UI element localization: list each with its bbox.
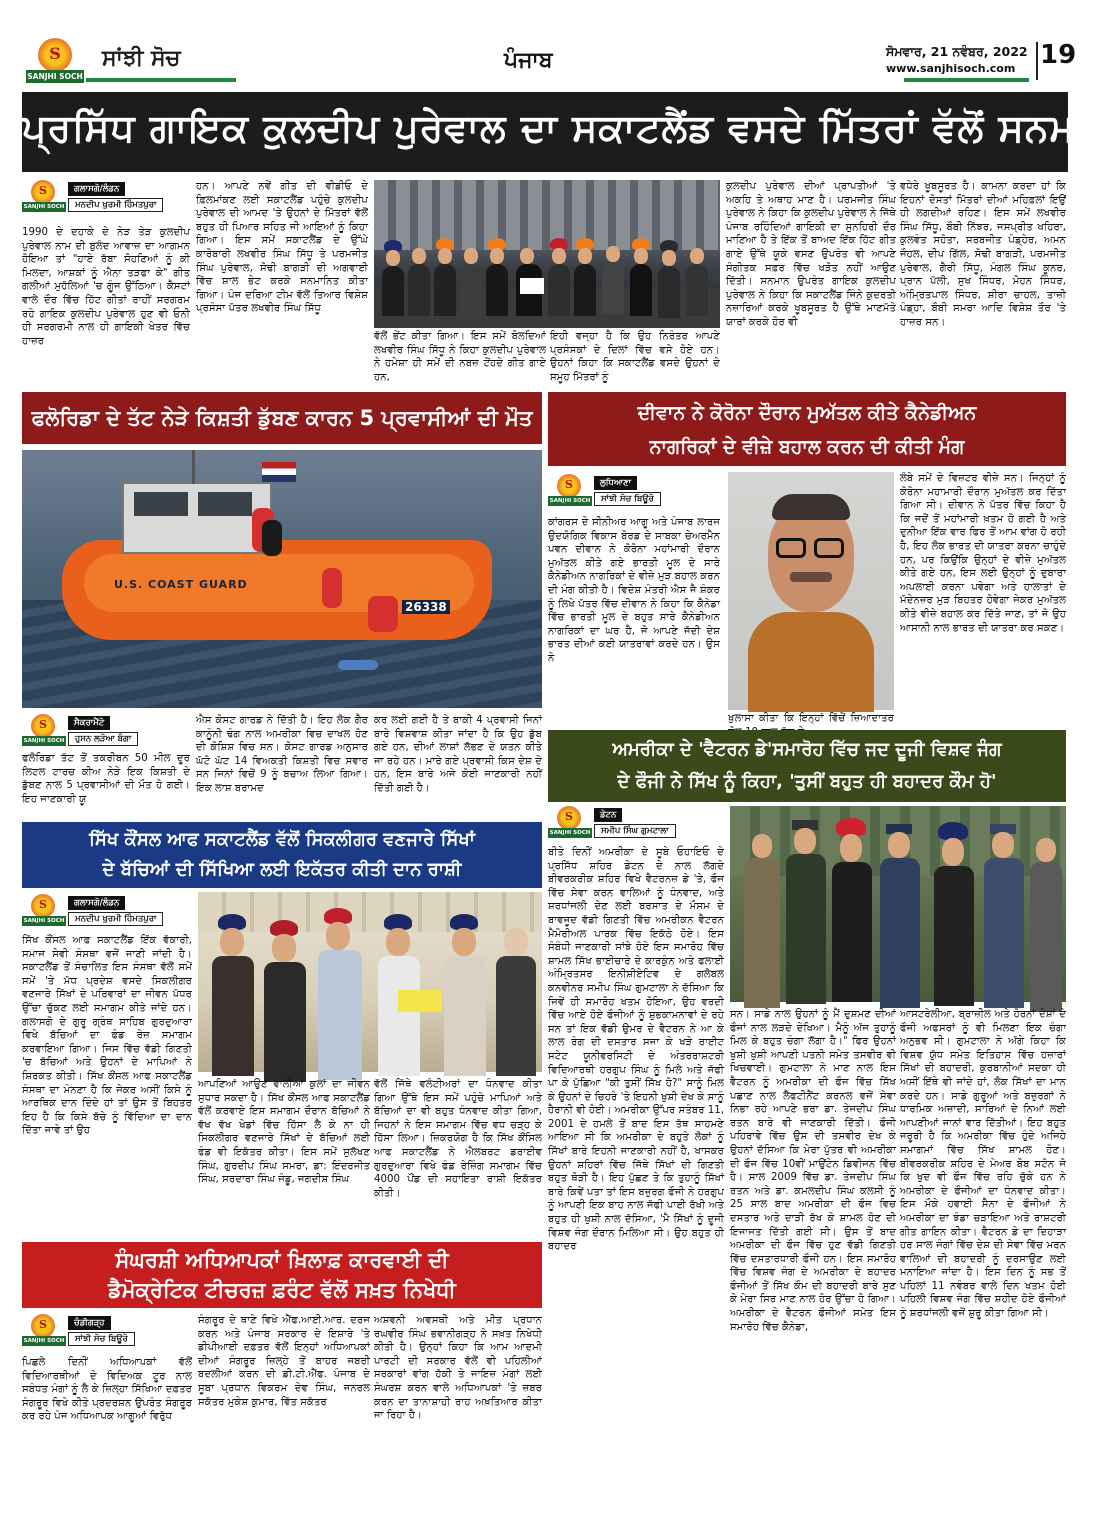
sun-logo-icon [31, 714, 55, 738]
logo-text: SANJHI SOCH [23, 738, 65, 744]
byline-place: ਲੁਧਿਆਣਾ [594, 476, 637, 490]
article-column: ਖੁਲਾਸਾ ਕੀਤਾ ਕਿ ਇਨ੍ਹਾਂ ਵਿੱਚੋਂ ਜ਼ਿਆਦਾਤਰ [728, 713, 894, 724]
byline-name: ਮਨਦੀਪ ਖੁਰਮੀ ਹਿੰਮਤਪੁਰਾ [68, 912, 163, 926]
byline-logo [22, 894, 66, 928]
sun-logo-icon [31, 180, 55, 204]
logo-text: SANJHI SOCH [23, 204, 65, 210]
article-column: ਪਿਛਲੇ ਦਿਨੀਂ ਅਧਿਆਪਕਾਂ ਵੱਲੋਂ ਵਿਦਿਆਰਥੀਆਂ ਦੇ ਵਿਦਿਅਕ ਟੂਰ ਨਾਲ ਸਬੰਧਤ ਮੰਗਾਂ ਨੂੰ ਲੈ ਕੇ ਜ਼ਿਲ੍ਹਾ ਸਿੱਖਿਆ ਦਫ਼ਤਰ ਸੰਗਰੂਰ ਵਿਖੇ ਕੀਤੇ ਪ੍ਰਦਰਸ਼ਨ ਉਪਰੰਤ ਸੰਗਰੂਰ ਕਰ ਰਹੇ ਪੰਜ ਅਧਿਆਪਕ ਆਗੂਆਂ ਵਿਰੁੱਧ [22, 1357, 192, 1423]
byline-place: ਗਲਾਸਗੋ/ਲੰਡਨ [68, 182, 125, 196]
sun-logo-icon [38, 38, 72, 72]
article-column: ਸਿੱਖ ਕੌਂਸਲ ਆਫ ਸਕਾਟਲੈਂਡ ਇੱਕ ਵੱਕਾਰੀ, ਸਮਾਜ ਸੇਵੀ ਸੰਸਥਾ ਵਜੋਂ ਜਾਣੀ ਜਾਂਦੀ ਹੈ। ਸਕਾਟਲੈਂਡ ਤੋਂ ਸੰਚਾਲਿਤ ਇਸ ਸੰਸਥਾ ਵੱਲੋਂ ਸਮੇਂ ਸਮੇਂ 'ਤੇ ਮੱਧ ਪ੍ਰਦੇਸ਼ ਵਸਦੇ ਸਿਕਲੀਗਰ ਵਣਜਾਰੇ ਸਿੱਖਾਂ ਦੇ ਪਰਿਵਾਰਾਂ ਦਾ ਜੀਵਨ ਪੱਧਰ ਉੱਚਾ ਚੁੱਕਣ ਲਈ ਸਮਾਗਮ ਕੀਤੇ ਜਾਂਦੇ ਹਨ। ਗਲਾਸਗੋ ਦੇ ਗੁਰੂ ਗ੍ਰੰਥ ਸਾਹਿਬ ਗੁਰਦੁਆਰਾ ਵਿਖੇ ਬੱਚਿਆਂ ਦਾ ਫੰਡ ਰੇਜ਼ ਸਮਾਗਮ ਕਰਵਾਇਆ ਗਿਆ। ਜਿਸ ਵਿੱਚ ਵੱਡੀ ਗਿਣਤੀ 'ਚ ਬੱਚਿਆਂ ਅਤੇ ਉਹਨਾਂ ਦੇ ਮਾਪਿਆਂ ਨੇ ਸ਼ਿਰਕਤ ਕੀਤੀ। ਸਿੱਖ ਕੌਂਸਲ ਆਫ ਸਕਾਟਲੈਂਡ ਸੰਸਥਾ ਦਾ ਮੰਨਣਾ ਹੈ ਕਿ ਜੇਕਰ ਅਸੀਂ ਕਿਸੇ ਨੂੰ ਆਰਥਿਕ ਦਾਨ ਦਿੰਦੇ ਹਾਂ ਤਾਂ ਉਸ ਤੋਂ ਬਿਹਤਰ ਇਹ ਹੈ ਕਿ ਕਿਸੇ ਬੱਚੇ ਨੂੰ ਵਿੱਦਿਆ ਦਾ ਦਾਨ ਦਿੱਤਾ ਜਾਵੇ ਤਾਂ ਉਹ [22, 935, 192, 1137]
byline-name: ਹੁਸਨ ਲੜੋਆ ਬੰਗਾ [68, 732, 138, 746]
diwan-headline-band [548, 392, 1066, 466]
byline-name: ਸਾਂਝੀ ਸੋਚ ਬਿਊਰੋ [594, 492, 661, 506]
us-flag-icon [262, 462, 296, 482]
divider [1036, 42, 1038, 80]
floating-debris [338, 660, 378, 670]
article-column: ਅਸ਼ਵਨੀ ਅਵਸਥੀ ਅਤੇ ਮੀਤ ਪ੍ਰਧਾਨ ਰਘਵੀਰ ਸਿੰਘ ਭਵਾਨੀਗੜ੍ਹ ਨੇ ਸਖ਼ਤ ਨਿਖੇਧੀ ਕੀਤੀ ਹੈ। ਉਨ੍ਹਾਂ ਕਿਹਾ ਕਿ ਆਮ ਆਦਮੀ ਪਾਰਟੀ ਦੀ ਸਰਕਾਰ ਵੱਲੋਂ ਵੀ ਪਹਿਲੀਆਂ ਸਰਕਾਰਾਂ ਵਾਂਗ ਹੱਕੀ ਤੇ ਜਾਇਜ਼ ਮੰਗਾਂ ਲਈ ਸੰਘਰਸ਼ ਕਰਨ ਵਾਲੇ ਅਧਿਆਪਕਾਂ 'ਤੇ ਜ਼ਬਰ ਕਰਨ ਦਾ ਤਾਨਾਸ਼ਾਹੀ ਰਾਹ ਅਖ਼ਤਿਆਰ ਕੀਤਾ ਜਾ ਰਿਹਾ ਹੈ। [374, 1315, 542, 1422]
article-column: ਵਧੇਰੇ ਖੂਬਸੂਰਤ ਹੈ। ਕਾਮਨਾ ਕਰਦਾ ਹਾਂ ਕਿ ਇਹਨਾਂ ਦੋਸਤਾਂ ਮਿੱਤਰਾਂ ਦੀਆਂ ਮਹਿਫ਼ਲਾਂ ਇਉਂ ਹੀ ਲਗਦੀਆਂ ਰਹਿਣ। ਇਸ ਸਮੇਂ ਲਖਵੀਰ ਸਿੰਘ ਸਿੱਧੂ, ਬੌਬੀ ਨਿੱਝਰ, ਜਸਪ੍ਰੀਤ ਖਹਿਰਾ, ਕੁਲਵੰਤ ਸਹੋਤਾ, ਸਰਬਜੀਤ ਪੰਡ੍ਹੇਰ, ਅਮਨ ਜੌਹਲ, ਦੀਪ ਗਿੱਲ, ਸੋਢੀ ਬਾਗੜੀ, ਪਰਮਜੀਤ ਪੁਰੇਵਾਲ, ਗੈਰੀ ਸਿੱਧੂ, ਮੰਗਲ ਸਿੰਘ ਕੂਨਰ, ਪ੍ਰਾਨ ਪੱਲੀ, ਸੁਖ ਸਿੰਧਰ, ਮੋਹਨ ਸਿੰਧਰ, ਅੰਮ੍ਰਿਤਪਾਲ ਸਿੰਧਰ, ਸ਼ੀਰਾ ਚਾਹਲ, ਤਾਜ਼ੀ ਪੰਡ੍ਹਾ, ਬੌਬੀ ਸਮਰਾ ਆਦਿ ਵਿਸ਼ੇਸ਼ ਤੌਰ 'ਤੇ ਹਾਜ਼ਰ ਸਨ। [900, 181, 1066, 328]
sun-logo-icon [31, 1314, 55, 1338]
byline-logo [22, 180, 66, 214]
hair [772, 494, 850, 520]
group-photo [374, 180, 720, 328]
article-column: ਸੰਗਰੂਰ ਦੇ ਥਾਣੇ ਵਿਖੇ ਐੱਫ.ਆਈ.ਆਰ. ਦਰਜ ਕਰਨ ਅਤੇ ਪੰਜਾਬ ਸਰਕਾਰ ਦੇ ਇਸ਼ਾਰੇ 'ਤੇ ਡੀਪੀਆਈ ਦਫ਼ਤਰ ਵੱਲੋਂ ਇਨ੍ਹਾਂ ਅਧਿਆਪਕਾਂ ਦੀਆਂ ਸੰਗਰੂਰ ਜ਼ਿਲ੍ਹੇ ਤੋਂ ਬਾਹਰ ਜਬਰੀ ਬਦਲੀਆਂ ਕਰਨ ਦੀ ਡੀ.ਟੀ.ਐੱਫ. ਪੰਜਾਬ ਦੇ ਸੂਬਾ ਪ੍ਰਧਾਨ ਵਿਕਰਮ ਦੇਵ ਸਿੰਘ, ਜਨਰਲ ਸਕੱਤਰ ਮੁਕੇਸ਼ ਕੁਮਾਰ, ਵਿੱਤ ਸਕੱਤਰ [198, 1315, 370, 1408]
page-number: 19 [1040, 40, 1077, 70]
logo-text: SANJHI SOCH [27, 72, 83, 81]
article-column: ਵੱਲੋਂ ਜਿੱਥੇ ਵਲੰਟੀਅਰਾਂ ਦਾ ਧੰਨਵਾਦ ਕੀਤਾ ਗਿਆ ਉੱਥੇ ਇਸ ਸਮੇਂ ਪਹੁੰਚੇ ਮਾਪਿਆਂ ਅਤੇ ਬੱਚਿਆਂ ਦਾ ਵੀ ਬਹੁਤ ਧੰਨਵਾਦ ਕੀਤਾ ਗਿਆ, ਜਿਹਨਾਂ ਨੇ ਇਸ ਸਮਾਗਮ ਵਿੱਚ ਵਧ ਚੜ੍ਹ ਕੇ ਹਿੱਸਾ ਲਿਆ। ਜ਼ਿਕਰਯੋਗ ਹੈ ਕਿ ਸਿੱਖ ਕੌਂਸਿਲ ਆਫ ਸਕਾਟਲੈਂਡ ਨੇ ਐਲਬਰਟ ਡਰਾਈਵ ਗੁਰਦੁਆਰਾ ਵਿਖੇ ਫੰਡ ਰੇਜ਼ਿੰਗ ਸਮਾਗਮ ਵਿੱਚ 4000 ਪੌਂਡ ਦੀ ਸਹਾਇਤਾ ਰਾਸ਼ੀ ਇਕੱਤਰ ਕੀਤੀ। [374, 1079, 542, 1199]
byline [548, 806, 718, 840]
byline-place: ਡੇਟਨ [594, 808, 622, 822]
glasses-icon [776, 538, 806, 558]
mustache [790, 572, 832, 582]
article-column: ਵੱਲੋਂ ਭੇਂਟ ਕੀਤਾ ਗਿਆ। ਇਸ ਸਮੇਂ ਬੋਲਦਿਆਂ ਲਖਵੀਰ ਸਿੰਘ ਸਿੱਧੂ ਨੇ ਕਿਹਾ ਕੁਲਦੀਪ ਪੁਰੇਵਾਲ ਨੇ ਹਮੇਸ਼ਾ ਹੀ ਸਮੇਂ ਦੀ ਨਬਜ਼ ਟੋਂਹਦੇ ਗੀਤ ਗਾਏ ਹਨ, [374, 331, 546, 383]
boat-number: 26338 [402, 600, 450, 614]
article-column: ਕੁਲਦੀਪ ਪੁਰੇਵਾਲ ਦੀਆਂ ਪ੍ਰਾਪਤੀਆਂ 'ਤੇ ਅਕਹਿ ਤੇ ਅਥਾਹ ਮਾਣ ਹੈ। ਪਰਮਜੀਤ ਸਿੰਘ ਪੁਰੇਵਾਲ ਨੇ ਕਿਹਾ ਕਿ ਕੁਲਦੀਪ ਪੁਰੇਵਾਲ ਨੇ ਜਿੱਥੇ ਪੰਜਾਬ ਰਹਿੰਦਿਆਂ ਗਾਇਕੀ ਦਾ ਸੁਨਹਿਰੀ ਦੌਰ ਮਾਣਿਆ ਹੈ ਤੇ ਇੱਕ ਤੋਂ ਬਾਅਦ ਇੱਕ ਹਿੱਟ ਗੀਤ ਗਾਏ ਉੱਥੇ ਯੂਕੇ ਵਸਣ ਉਪਰੰਤ ਵੀ ਆਪਣੇ ਸੰਗੀਤਕ ਸਫ਼ਰ ਵਿੱਚ ਖੜੋਤ ਨਹੀਂ ਆਉਣ ਦਿੱਤੀ। ਸਨਮਾਨ ਉਪਰੰਤ ਗਾਇਕ ਕੁਲਦੀਪ ਪੁਰੇਵਾਲ ਨੇ ਕਿਹਾ ਕਿ ਸਕਾਟਲੈਂਡ ਜਿੰਨੇ ਕੁਦਰਤੀ ਨਜ਼ਾਰਿਆਂ ਕਰਕੇ ਖੂਬਸੂਰਤ ਹੈ ਉੱਥੇ ਮਾਣਮੱਤੇ ਯਾਰਾਂ ਕਰਕੇ ਹੋਰ ਵੀ [726, 181, 896, 328]
article-column: ਸਨ। ਸਾਡੇ ਨਾਲ ਉਹਨਾਂ ਨੂੰ ਮੈਂ ਦੁਸ਼ਮਣ ਦੀਆਂ ਫੌਜਾਂ ਨਾਲ ਲੜਦੇ ਦੇਖਿਆ। ਮੈਨੂੰ ਅੱਜ ਤੁਹਾਨੂੰ ਮਿਲ ਕੇ ਬਹੁਤ ਚੰਗਾ ਲੱਗਾ ਹੈ।" ਫਿਰ ਉਹਨਾਂ ਖੁਸ਼ੀ ਖੁਸ਼ੀ ਆਪਣੀ ਪਤਨੀ ਸਮੇਤ ਤਸਵੀਰ ਵੀ ਖਿਚਵਾਈ। ਗੁਮਟਾਲਾ ਨੇ ਮਾਣ ਨਾਲ ਇਸ ਵੈਟਰਨ ਨੂੰ ਅਮਰੀਕਾ ਦੀ ਫੌਜ ਵਿੱਚ ਸਿੱਖ ਪਛਾਣ ਨਾਲ ਲੈਫਟੀਨੈਂਟ ਕਰਨਲ ਵਜੋਂ ਸੇਵਾ ਨਿਭਾ ਰਹੇ ਆਪਣੇ ਭਰਾ ਡਾ. ਤੇਜਦੀਪ ਸਿੰਘ ਰਤਨ ਬਾਰੇ ਵੀ ਜਾਣਕਾਰੀ ਦਿੱਤੀ। ਫੌਜੀ ਪਹਿਰਾਵੇ ਵਿੱਚ ਉਸ ਦੀ ਤਸਵੀਰ ਦੇਖ ਕੇ ਉਹਨਾਂ ਦੱਸਿਆ ਕਿ ਮੇਰਾ ਪੁੱਤਰ ਵੀ ਅਮਰੀਕਾ ਦੀ ਫੌਜ ਵਿੱਚ 10ਵੀਂ ਮਾਉਂਟੇਨ ਡਿਵੀਜਨ ਵਿੱਚ ਹੈ। ਸਾਲ 2009 ਵਿੱਚ ਡਾ. ਤੇਜਦੀਪ ਸਿੰਘ ਰਤਨ ਅਤੇ ਡਾ. ਕਮਲਦੀਪ ਸਿੰਘ ਕਲਸੀ ਨੂੰ 25 ਸਾਲ ਬਾਦ ਅਮਰੀਕਾ ਦੀ ਫੌਜ ਵਿਚ ਦਸਤਾਰ ਅਤੇ ਦਾੜੀ ਰੱਖ ਕੇ ਸ਼ਾਮਲ ਹੋਣ ਦੀ ਇਜਾਜਤ ਦਿੱਤੀ ਗਈ ਸੀ। ਉਸ ਤੋਂ ਬਾਦ ਅਮਰੀਕਾ ਦੀ ਫੌਜ ਵਿੱਚ ਹੁਣ ਵੱਡੀ ਗਿਣਤੀ ਵਿੱਚ ਦਸਤਾਰਧਾਰੀ ਫੌਜੀ ਹਨ। ਇਸ ਸਮਾਰੋਹ ਵਿੱਚ ਵਿਸ਼ਵ ਜੰਗ ਦੇ ਅਮਰੀਕਾ ਦੇ ਬਹਾਦਰ ਫੌਜੀਆਂ ਤੋਂ ਸਿੱਖ ਕੌਮ ਦੀ ਬਹਾਦਰੀ ਬਾਰੇ ਸੁਣ ਕੇ ਮੇਰਾ ਸਿਰ ਮਾਣ ਨਾਲ ਹੋਰ ਉੱਚਾ ਹੋ ਗਿਆ। ਅਮਰੀਕਾ ਦੇ ਵੈਟਰਨ ਫੌਜੀਆਂ ਸਮੇਤ ਇਸ ਸਮਾਰੋਹ ਵਿੱਚ ਕੈਨੇਡਾ, [730, 1009, 896, 1333]
florida-headline-band [22, 392, 542, 444]
crew-member [322, 568, 342, 608]
paper-name: ਸਾਂਝੀ ਸੋਚ [102, 46, 181, 71]
diwan-headline-line1: ਦੀਵਾਨ ਨੇ ਕੋਰੋਨਾ ਦੌਰਾਨ ਮੁਅੱਤਲ ਕੀਤੇ ਕੈਨੇਡੀਅਨ [637, 402, 977, 424]
boat-label: U.S. COAST GUARD [114, 578, 248, 591]
teachers-headline-line1: ਸੰਘਰਸ਼ੀ ਅਧਿਆਪਕਾਂ ਖ਼ਿਲਾਫ਼ ਕਾਰਵਾਈ ਦੀ [115, 1248, 449, 1272]
byline-place: ਚੰਡੀਗੜ੍ਹ [68, 1316, 111, 1330]
donation-photo [198, 892, 542, 1072]
sikh-council-headline-band [22, 822, 542, 888]
byline [22, 180, 192, 214]
byline-logo [22, 714, 66, 748]
sikh-council-headline-line2: ਦੇ ਬੱਚਿਆਂ ਦੀ ਸਿੱਖਿਆ ਲਈ ਇਕੱਤਰ ਕੀਤੀ ਦਾਨ ਰਾਸ਼ੀ [102, 859, 462, 880]
teachers-headline-line2: ਡੈਮੋਕ੍ਰੇਟਿਕ ਟੀਚਰਜ਼ ਫ਼ਰੰਟ ਵੱਲੋਂ ਸਖ਼ਤ ਨਿਖੇਧੀ [108, 1278, 456, 1302]
boat-mast [192, 450, 195, 484]
glasses-icon [814, 538, 844, 558]
coast-guard-photo [22, 450, 542, 708]
veterans-photo [730, 806, 1066, 1002]
main-headline-band [22, 92, 1111, 172]
byline-name: ਸਮੀਪ ਸਿੰਘ ਗੁਮਟਾਲਾ [594, 824, 676, 838]
byline-name: ਮਨਦੀਪ ਖੁਰਮੀ ਹਿੰਮਤਪੁਰਾ [68, 198, 163, 212]
cabin-window [198, 492, 252, 516]
byline-name: ਸਾਂਝੀ ਸੋਚ ਬਿਊਰੋ [68, 1332, 135, 1346]
sun-logo-icon [31, 894, 55, 918]
veterans-headline-line1: ਅਮਰੀਕਾ ਦੇ 'ਵੈਟਰਨ ਡੇ'ਸਮਾਰੋਹ ਵਿੱਚ ਜਦ ਦੂਜੀ ਵਿਸ਼ਵ ਜੰਗ [612, 739, 1002, 760]
byline-logo [548, 806, 592, 840]
article-column: ਹਨ। ਆਪਣੇ ਨਵੇਂ ਗੀਤ ਦੀ ਵੀਡੀਓ ਦੇ ਫ਼ਿਲਮਾਂਕਣ ਲਈ ਸਕਾਟਲੈਂਡ ਪਹੁੰਚੇ ਕੁਲਦੀਪ ਪੁਰੇਵਾਲ ਦੀ ਆਮਦ 'ਤੇ ਉਹਨਾਂ ਦੇ ਮਿੱਤਰਾਂ ਵੱਲੋਂ ਬਹੁਤ ਹੀ ਪਿਆਰ ਸਹਿਤ ਜੀ ਆਇਆਂ ਨੂੰ ਕਿਹਾ ਗਿਆ। ਇਸ ਸਮੇਂ ਸਕਾਟਲੈਂਡ ਦੇ ਉੱਘੇ ਕਾਰੋਬਾਰੀ ਲਖਵੀਰ ਸਿੰਘ ਸਿੱਧੂ ਤੇ ਪਰਮਜੀਤ ਸਿੰਘ ਪੁਰੇਵਾਲ, ਸੋਢੀ ਬਾਗੜੀ ਦੀ ਅਗਵਾਈ ਵਿੱਚ ਸ਼ਾਲ ਭੇਟ ਕਰਕੇ ਸਨਮਾਨਿਤ ਕੀਤਾ ਗਿਆ। ਪੰਜ ਦਰਿਆ ਟੀਮ ਵੱਲੋਂ ਤਿਆਰ ਵਿਸ਼ੇਸ਼ ਪ੍ਰਸੰਸਾ ਪੱਤਰ ਲਖਵੀਰ ਸਿੰਘ ਸਿੱਧੂ [196, 181, 368, 315]
donation-cheque [398, 990, 442, 1012]
article-column: ਇਹੀ ਵਜ੍ਹਾ ਹੈ ਕਿ ਉਹ ਨਿਰੰਤਰ ਆਪਣੇ ਪ੍ਰਸੰਸਕਾਂ ਦੇ ਦਿਲਾਂ ਵਿੱਚ ਵਸੇ ਹੋਏ ਹਨ। ਉਹਨਾਂ ਕਿਹਾ ਕਿ ਸਕਾਟਲੈਂਡ ਵਸਦੇ ਉਹਨਾਂ ਦੇ ਸਮੂਹ ਮਿੱਤਰਾਂ ਨੂੰ [550, 331, 720, 383]
logo-text: SANJHI SOCH [23, 1338, 65, 1344]
jacket [748, 612, 874, 712]
section-name: ਪੰਜਾਬ [504, 48, 553, 73]
byline-logo [22, 1314, 66, 1348]
article-column: ਲੰਬੇ ਸਮੇਂ ਦੇ ਵਿਜ਼ਟਰ ਵੀਜ਼ੇ ਸਨ। ਜਿਨ੍ਹਾਂ ਨੂੰ ਕੋਰੋਨਾ ਮਹਾਮਾਰੀ ਦੌਰਾਨ ਮੁਅੱਤਲ ਕਰ ਦਿੱਤਾ ਗਿਆ ਸੀ। ਦੀਵਾਨ ਨੇ ਪੱਤਰ ਵਿੱਚ ਕਿਹਾ ਹੈ ਕਿ ਜਦੋਂ ਤੋਂ ਮਹਾਂਮਾਰੀ ਖ਼ਤਮ ਹੋ ਗਈ ਹੈ ਅਤੇ ਦੁਨੀਆ ਇੱਕ ਵਾਰ ਫਿਰ ਤੋਂ ਆਮ ਵਾਂਗ ਹੋ ਰਹੀ ਹੈ, ਇਹ ਲੋਕ ਭਾਰਤ ਦੀ ਯਾਤਰਾ ਕਰਨਾ ਚਾਹੁੰਦੇ ਹਨ, ਪਰ ਕਿਉਂਕਿ ਉਨ੍ਹਾਂ ਦੇ ਵੀਜ਼ੇ ਮੁਅੱਤਲ ਕੀਤੇ ਗਏ ਹਨ, ਇਸ ਲਈ ਉਨ੍ਹਾਂ ਨੂੰ ਦੁਬਾਰਾ ਅਪਲਾਈ ਕਰਨਾ ਪਵੇਗਾ ਅਤੇ ਹਾਲਾਤਾਂ ਦੇ ਮੱਦੇਨਜ਼ਰ ਮੁੜ ਬਿਹਤਰ ਹੋਵੇਗਾ ਜੇਕਰ ਮੁਅੱਤਲ ਕੀਤੇ ਵੀਜ਼ੇ ਬਹਾਲ ਕਰ ਦਿੱਤੇ ਜਾਣ, ਤਾਂ ਜੋ ਉਹ ਆਸਾਨੀ ਨਾਲ ਭਾਰਤ ਦੀ ਯਾਤਰਾ ਕਰ ਸਕਣ। [900, 473, 1066, 634]
byline-logo [548, 474, 592, 508]
sun-logo-icon [557, 474, 581, 498]
byline [548, 474, 718, 508]
diwan-headline-line2: ਨਾਗਰਿਕਾਂ ਦੇ ਵੀਜ਼ੇ ਬਹਾਲ ਕਰਨ ਦੀ ਕੀਤੀ ਮੰਗ [649, 436, 965, 458]
byline-place: ਸੈਕਰਾਮੈਂਟੋ [68, 716, 110, 730]
veterans-headline-line2: ਦੇ ਫੌਜੀ ਨੇ ਸਿੱਖ ਨੂੰ ਕਿਹਾ, 'ਤੁਸੀਂ ਬਹੁਤ ਹੀ ਬਹਾਦਰ ਕੌਮ ਹੋ' [617, 771, 997, 792]
byline [22, 1314, 192, 1348]
article-column: ਕਰ ਲਈ ਗਈ ਹੈ ਤੇ ਬਾਕੀ 4 ਪ੍ਰਵਾਸੀ ਜਿਨਾਂ ਬਾਰੇ ਵਿਸ਼ਵਾਸ਼ ਕੀਤਾ ਜਾਂਦਾ ਹੈ ਕਿ ਉਹ ਡੁੱਬ ਗਏ ਹਨ, ਦੀਆਂ ਲਾਸ਼ਾਂ ਲੱਭਣ ਦੇ ਯਤਨ ਕੀਤੇ ਜਾ ਰਹੇ ਹਨ। ਮਾਰੇ ਗਏ ਪ੍ਰਵਾਸੀ ਕਿਸ ਦੇਸ਼ ਦੇ ਹਨ, ਇਸ ਬਾਰੇ ਅਜੇ ਕੋਈ ਜਾਣਕਾਰੀ ਨਹੀਂ ਦਿੱਤੀ ਗਈ ਹੈ। [374, 715, 542, 794]
byline [22, 714, 192, 748]
website-link[interactable]: www.sanjhisoch.com [886, 62, 1016, 75]
main-headline: ਪ੍ਰਸਿੱਧ ਗਾਇਕ ਕੁਲਦੀਪ ਪੁਰੇਵਾਲ ਦਾ ਸਕਾਟਲੈਂਡ ਵਸਦੇ ਮਿੱਤਰਾਂ ਵੱਲੋਂ ਸਨਮਾਨ [22, 106, 1111, 150]
crew-member [368, 596, 398, 632]
veterans-headline-band [548, 730, 1066, 802]
article-column: 1990 ਦੇ ਦਹਾਕੇ ਦੇ ਨੇੜ ਤੇੜ ਕੁਲਦੀਪ ਪੁਰੇਵਾਲ ਨਾਮ ਦੀ ਬੁਲੰਦ ਆਵਾਜ਼ ਦਾ ਆਗਮਨ ਹੋਇਆ ਤਾਂ "ਹਾਏ ਰੱਬਾ ਸੋਹਣਿਆਂ ਨੂੰ ਕੀ ਮਿਲਦਾ, ਆਸ਼ਕਾਂ ਨੂੰ ਐਨਾ ਤੜਫਾ ਕੇ" ਗੀਤ ਗਲੀਆਂ ਮੁਹੱਲਿਆਂ 'ਚ ਗੂੰਜ ਉੱਠਿਆ। ਕੈਸਟਾਂ ਵਾਲੇ ਦੌਰ ਵਿੱਚ ਹਿੱਟ ਗੀਤਾਂ ਰਾਹੀਂ ਸਰਗਰਮ ਰਹੇ ਗਾਇਕ ਕੁਲਦੀਪ ਪੁਰੇਵਾਲ ਹੁਣ ਵੀ ਓਨੀ ਹੀ ਸਰਗਰਮੀ ਨਾਲ ਹੀ ਗਾਇਕੀ ਖੇਤਰ ਵਿੱਚ ਹਾਜ਼ਰ [22, 227, 190, 347]
article-column: ਆਪਣਿਆਂ ਆਉਣ ਵਾਲੀਆਂ ਕੁਲਾਂ ਦਾ ਜੀਵਨ ਸੁਧਾਰ ਸਕਦਾ ਹੈ। ਸਿੱਖ ਕੌਂਸਲ ਆਫ ਸਕਾਟਲੈਂਡ ਵੱਲੋਂ ਕਰਵਾਏ ਇਸ ਸਮਾਗਮ ਦੌਰਾਨ ਬੱਚਿਆਂ ਨੇ ਵੱਖ ਵੱਖ ਖੇਡਾਂ ਵਿੱਚ ਹਿੱਸਾ ਲੈ ਕੇ ਨਾ ਹੀ ਸਿਕਲੀਗਰ ਵਣਜਾਰੇ ਸਿੱਖਾਂ ਦੇ ਬੱਚਿਆਂ ਲਈ ਫੰਡ ਵੀ ਇਕੱਤਰ ਕੀਤਾ। ਇਸ ਸਮੇਂ ਸੁਲੱਖਣ ਸਿੰਘ, ਗੁਰਦੀਪ ਸਿੰਘ ਸਮਰਾ, ਡਾ: ਇੰਦਰਜੀਤ ਸਿੰਘ, ਸਰਦਾਰਾ ਸਿੰਘ ਜੰਡੂ, ਜਗਦੀਸ਼ ਸਿੰਘ [198, 1079, 370, 1186]
green-rule [86, 78, 236, 82]
article-column: ਐਸ ਕੋਸਟ ਗਾਰਡ ਨੇ ਦਿੱਤੀ ਹੈ। ਇਹ ਲੋਕ ਗੈਰ ਕਾਨੂੰਨੀ ਢੰਗ ਨਾਲ ਅਮਰੀਕਾ ਵਿਚ ਦਾਖਲ ਹੋਣ ਦੀ ਕੋਸ਼ਿਸ਼ ਵਿਚ ਸਨ। ਕੋਸਟ ਗਾਰਡ ਅਨੁਸਾਰ ਘੱਟੋ ਘੱਟ 14 ਵਿਅਕਤੀ ਕਿਸ਼ਤੀ ਵਿਚ ਸਵਾਰ ਸਨ ਜਿਨਾਂ ਵਿਚੋਂ 9 ਨੂੰ ਬਚਾਅ ਲਿਆ ਗਿਆ। ਇਕ ਲਾਸ਼ ਬਰਾਮਦ [196, 715, 368, 794]
florida-headline: ਫਲੋਰਿਡਾ ਦੇ ਤੱਟ ਨੇੜੇ ਕਿਸ਼ਤੀ ਡੁੱਬਣ ਕਾਰਨ 5 ਪ੍ਰਵਾਸੀਆਂ ਦੀ ਮੌਤ [31, 406, 533, 430]
article-column: ਕਾਂਗਰਸ ਦੇ ਸੀਨੀਅਰ ਆਗੂ ਅਤੇ ਪੰਜਾਬ ਲਾਰਜ ਉਦਯੋਗਿਕ ਵਿਕਾਸ ਬੋਰਡ ਦੇ ਸਾਬਕਾ ਚੇਅਰਮੈਨ ਪਵਨ ਦੀਵਾਨ ਨੇ ਕੋਰੋਨਾ ਮਹਾਂਮਾਰੀ ਦੌਰਾਨ ਮੁਅੱਤਲ ਕੀਤੇ ਗਏ ਭਾਰਤੀ ਮੂਲ ਦੇ ਸਾਰੇ ਕੈਨੇਡੀਅਨ ਨਾਗਰਿਕਾਂ ਦੇ ਵੀਜ਼ੇ ਮੁੜ ਬਹਾਲ ਕਰਨ ਦੀ ਮੰਗ ਕੀਤੀ ਹੈ। ਵਿਦੇਸ਼ ਮੰਤਰੀ ਐਸ ਜੈ ਸ਼ੰਕਰ ਨੂੰ ਲਿਖੇ ਪੱਤਰ ਵਿੱਚ ਦੀਵਾਨ ਨੇ ਕਿਹਾ ਕਿ ਕੈਨੇਡਾ ਵਿੱਚ ਭਾਰਤੀ ਮੂਲ ਦੇ ਬਹੁਤ ਸਾਰੇ ਕੈਨੇਡੀਅਨ ਨਾਗਰਿਕਾਂ ਦਾ ਘਰ ਹੈ, ਜੋ ਆਪਣੇ ਜੱਦੀ ਦੇਸ਼ ਭਾਰਤ ਦੀਆਂ ਕਈ ਯਾਤਰਾਵਾਂ ਕਰਦੇ ਹਨ। ਉਸ ਨੇ [548, 517, 720, 664]
article-column: ਫਲੋਰਿਡਾ ਤੱਟ ਤੋਂ ਤਕਰੀਬਨ 50 ਮੀਲ ਦੂਰ ਲਿਟਲ ਟਾਰਚ ਕੀਅ ਨੇੜੇ ਇਕ ਕਿਸ਼ਤੀ ਦੇ ਡੁੱਬਣ ਨਾਲ 5 ਪ੍ਰਵਾਸੀਆਂ ਦੀ ਮੌਤ ਹੋ ਗਈ। ਇਹ ਜਾਣਕਾਰੀ ਯੂ [22, 753, 190, 805]
masthead [24, 38, 1077, 88]
room-wall [198, 892, 542, 932]
logo-text: SANJHI SOCH [549, 498, 591, 504]
green-rule [904, 78, 1029, 82]
article-column: ਬੀਤੇ ਦਿਨੀਂ ਅਮਰੀਕਾ ਦੇ ਸੂਬੇ ਓਹਾਇਓ ਦੇ ਪ੍ਰਸਿੱਧ ਸ਼ਹਿਰ ਡੇਟਨ ਦੇ ਨਾਲ ਲੱਗਦੇ ਬੀਵਰਕਰੀਕ ਸ਼ਹਿਰ ਵਿਖੇ ਵੈਟਰਨਜ਼ ਡੇ 'ਤੇ, ਫੌਜ ਵਿੱਚ ਸੇਵਾ ਕਰਨ ਵਾਲਿਆਂ ਨੂੰ ਧੰਨਵਾਦ, ਅਤੇ ਸ਼ਰਧਾਂਜਲੀ ਦੇਣ ਲਈ ਬਰਸਾਤ ਦੇ ਮੌਸਮ ਦੇ ਬਾਵਜੂਦ ਵੱਡੀ ਗਿਣਤੀ ਵਿੱਚ ਅਮਰੀਕਨ ਵੈਟਰਨ ਮੈਮੋਰੀਅਲ ਪਾਰਕ ਵਿੱਚ ਇਕੱਠੇ ਹੋਏ। ਇਸ ਸੰਬੰਧੀ ਜਾਣਕਾਰੀ ਸਾਂਝੇ ਹੋਏ ਇਸ ਸਮਾਰੋਹ ਵਿੱਚ ਸ਼ਾਮਲ ਸਿੱਖ ਭਾਈਚਾਰੇ ਦੇ ਕਾਰਕੁੰਨ ਅਤੇ ਫਲਾਈ ਅੰਮ੍ਰਿਤਸਰ ਇਨੀਸ਼ੀਏਟਿਵ ਦੇ ਗਲੋਬਲ ਕਨਵੀਨਰ ਸਮੀਪ ਸਿੰਘ ਗੁਮਟਾਲਾ ਨੇ ਦੱਸਿਆ ਕਿ ਜਿਵੇਂ ਹੀ ਸਮਾਰੋਹ ਖਤਮ ਹੋਇਆ, ਉਹ ਵਰਦੀ ਵਿੱਚ ਆਏ ਹੋਏ ਫੌਜੀਆਂ ਨੂੰ ਸ਼ੁਭਕਾਮਨਾਵਾਂ ਦੇ ਰਹੇ ਸਨ ਤਾਂ ਇਕ ਵੱਡੀ ਉਮਰ ਦੇ ਵੈਟਰਨ ਨੇ ਆ ਕੇ ਲਾਲ ਰੰਗ ਦੀ ਦਸਤਾਰ ਸਜਾ ਕੇ ਖੜੇ ਰਾਈਟ ਸਟੇਟ ਯੂਨੀਵਰਸਿਟੀ ਦੇ ਅੰਤਰਰਾਸ਼ਟਰੀ ਵਿਦਿਆਰਥੀ ਹਰਗੁਪ ਸਿੰਘ ਨੂੰ ਮਿਲੇ ਅਤੇ ਜੱਫੀ ਪਾ ਕੇ ਪੁੱਛਿਆ "ਕੀ ਤੁਸੀਂ ਸਿੱਖ ਹੋ?" ਸਾਨੂੰ ਮਿਲ ਕੇ ਉਹਨਾਂ ਦੇ ਚਿਹਰੇ 'ਤੇ ਇਹਨੀ ਖੁਸ਼ੀ ਦੇਖ ਕੇ ਸਾਨੂੰ ਹੈਰਾਨੀ ਵੀ ਹੋਈ। ਅਮਰੀਕਾ ਉੱਪਰ ਸਤੰਬਰ 11, 2001 ਦੇ ਹਮਲੇ ਤੋਂ ਬਾਦ ਇਸ ਤੱਥ ਸਾਹਮਣੇ ਆਇਆ ਸੀ ਕਿ ਅਮਰੀਕਾ ਦੇ ਬਹੁਤੇ ਲੋਕਾਂ ਨੂੰ ਸਿੱਖਾਂ ਬਾਰੇ ਇਹਨੀ ਜਾਣਕਾਰੀ ਨਹੀਂ ਹੈ, ਖਾਸਕਰ ਉਹਨਾਂ ਸ਼ਹਿਰਾਂ ਵਿੱਚ ਜਿੱਥੇ ਸਿੱਖਾਂ ਦੀ ਗਿਣਤੀ ਬਹੁਤ ਥੋੜੀ ਹੈ। ਇਹ ਪੁੱਛਣ ਤੇ ਕਿ ਤੁਹਾਨੂੰ ਸਿੱਖਾਂ ਬਾਰੇ ਕਿਵੇਂ ਪਤਾ ਤਾਂ ਇਸ ਬਜ਼ੁਰਗ ਫੌਜੀ ਨੇ ਹਰਗੁਪ ਨੂੰ ਆਪਣੀ ਇਕ ਬਾਹ ਨਾਲ ਜੱਫੀ ਪਾਈ ਰੱਖੀ ਅਤੇ ਬਹੁਤ ਹੀ ਖੁਸ਼ੀ ਨਾਲ ਦੱਸਿਆ, 'ਮੈ ਸਿੱਖਾਂ ਨੂੰ ਦੂਜੀ ਵਿਸ਼ਵ ਜੰਗ ਦੌਰਾਨ ਮਿਲਿਆ ਸੀ। ਉਹ ਬਹੁਤ ਹੀ ਬਹਾਦਰ [548, 847, 724, 1253]
newspaper-logo [24, 38, 86, 86]
sikh-council-headline-line1: ਸਿੱਖ ਕੌਂਸਲ ਆਫ ਸਕਾਟਲੈਂਡ ਵੱਲੋਂ ਸਿਕਲੀਗਰ ਵਣਜਾਰੇ ਸਿੱਖਾਂ [89, 829, 475, 850]
issue-date: ਸੋਮਵਾਰ, 21 ਨਵੰਬਰ, 2022 [886, 44, 1028, 59]
byline-place: ਗਲਾਸਗੋ/ਲੰਡਨ [68, 896, 125, 910]
logo-text: SANJHI SOCH [549, 830, 591, 836]
sun-logo-icon [557, 806, 581, 830]
cabin-window [134, 492, 188, 516]
article-column: ਆਸਟਰੇਲੀਆ, ਬ੍ਰਾਜ਼ੀਲ ਅਤੇ ਹੋਰਨਾਂ ਦੇਸ਼ਾਂ ਦੇ ਫੌਜੀ ਅਫਸਰਾਂ ਨੂੰ ਵੀ ਮਿਲਣਾ ਇਕ ਚੰਗਾ ਅਨੁਭਵ ਸੀ। ਗੁਮਟਾਲਾ ਨੇ ਅੱਗੇ ਕਿਹਾ ਕਿ ਵਿਸ਼ਵ ਯੁੱਧ ਸਮੇਤ ਇਤਿਹਾਸ ਵਿੱਚ ਹਜ਼ਾਰਾਂ ਸਿੱਖਾਂ ਦੀ ਬਹਾਦਰੀ, ਕੁਰਬਾਨੀਆਂ ਸਦਕਾ ਹੀ ਅਸੀਂ ਇੱਥੇ ਵੀ ਜਾਂਦੇ ਹਾਂ, ਲੋਕ ਸਿੱਖਾਂ ਦਾ ਮਾਨ ਕਰਦੇ ਹਨ। ਸਾਡੇ ਗੁਰੂਆਂ ਅਤੇ ਬਜ਼ੁਰਗਾਂ ਨੇ ਧਾਰਮਿਕ ਅਜ਼ਾਦੀ, ਸਾਰਿਆਂ ਦੇ ਨਿਆਂ ਲਈ ਆਪਣੀਆਂ ਜਾਨਾਂ ਵਾਰ ਦਿੱਤੀਆਂ। ਇਹ ਬਹੁਤ ਜਰੂਰੀ ਹੈ ਕਿ ਅਮਰੀਕਾ ਵਿੱਚ ਹੁੰਦੇ ਅਜਿਹੇ ਸਮਾਗਮਾਂ ਵਿੱਚ ਸਿੱਖ ਸ਼ਾਮਲ ਹੋਣ। ਬੀਵਰਕਰੀਕ ਸ਼ਹਿਰ ਦੇ ਮੇਅਰ ਬੋਬ ਸਟੋਨ ਜੋ ਕਿ ਖੁਦ ਵੀ ਫੌਜ ਵਿੱਚ ਰਹਿ ਚੁੱਕੇ ਹਨ ਨੇ ਅਮਰੀਕਾ ਦੇ ਫੌਜੀਆਂ ਦਾ ਧੰਨਵਾਦ ਕੀਤਾ। ਇਸ ਮੌਕੇ ਹਵਾਈ ਸੈਨਾ ਦੇ ਫੌਜੀਆਂ ਨੇ ਅਮਰੀਕਾ ਦਾ ਝੰਡਾ ਚੜਾਇਆ ਅਤੇ ਰਾਸ਼ਟਰੀ ਗੀਤ ਗਾਇਨ ਕੀਤਾ। ਵੈਟਰਨ ਡੇ ਦਾ ਦਿਹਾੜਾ ਹਰ ਸਾਲ ਜੰਗਾਂ ਵਿੱਚ ਦੇਸ਼ ਦੀ ਸੇਵਾ ਵਿੱਚ ਮਰਨ ਵਾਲਿਆਂ ਦੀ ਬਹਾਦਰੀ ਨੂੰ ਦਰਸਾਉਣ ਲਈ ਮਨਾਇਆ ਜਾਂਦਾ ਹੈ। ਇਸ ਦਿਨ ਨੂੰ ਸਭ ਤੋਂ ਪਹਿਲਾਂ 11 ਨਵੰਬਰ ਵਾਲੇ ਦਿਨ ਖਤਮ ਹੋਈ ਪਹਿਲੀ ਵਿਸ਼ਵ ਜੰਗ ਵਿੱਚ ਸ਼ਹੀਦ ਹੋਏ ਫੌਜੀਆਂ ਨੂੰ ਸ਼ਰਧਾਂਜਲੀ ਵਜੋਂ ਸ਼ੁਰੂ ਕੀਤਾ ਗਿਆ ਸੀ। [900, 1009, 1066, 1320]
crew-member [262, 520, 282, 556]
logo-text: SANJHI SOCH [23, 918, 65, 924]
teachers-headline-band [22, 1242, 542, 1308]
byline [22, 894, 192, 928]
portrait-photo [728, 472, 894, 710]
